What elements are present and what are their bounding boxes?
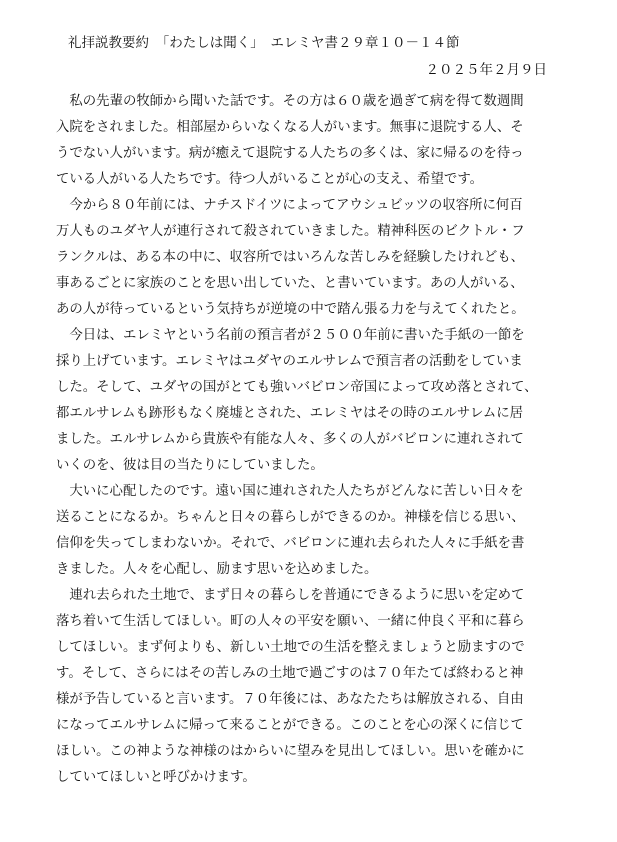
sermon-date: ２０２５年２月９日 xyxy=(425,62,547,78)
body-line: になってエルサレムに帰って来ることができる。このことを心の深くに信じて xyxy=(56,718,524,733)
body-line: 都エルサレムも跡形もなく廃墟とされた、エレミヤはその時のエルサレムに居 xyxy=(56,406,524,421)
sermon-body xyxy=(56,89,556,791)
body-line: 送ることになるか。ちゃんと日々の暮らしができるのか。神様を信じる思い、 xyxy=(56,510,525,525)
body-line: きました。人々を心配し、励ます思いを込めました。 xyxy=(56,562,378,577)
sermon-title: 礼拝説教要約 「わたしは聞く」 エレミヤ書２９章１０－１４節 xyxy=(68,35,460,51)
body-line: 今から８０年前には、ナチスドイツによってアウシュビッツの収容所に何百 xyxy=(56,198,523,213)
body-line: してほしい。まず何よりも、新しい土地での生活を整えましょうと励ますので xyxy=(56,640,525,655)
body-line: 入院をされました。相部屋からいなくなる人がいます。無事に退院する人、そ xyxy=(56,120,524,135)
body-line: ほしい。この神ような神様のはからいに望みを見出してほしい。思いを確かに xyxy=(56,744,525,759)
body-line: 採り上げています。エレミヤはユダヤのエルサレムで預言者の活動をしていま xyxy=(56,354,523,369)
body-line: ている人がいる人たちです。待つ人がいることが心の支え、希望です。 xyxy=(56,172,484,187)
body-line: 様が予告していると言います。７０年後には、あなたたちは解放される、自由 xyxy=(56,692,524,707)
body-line: 事あるごとに家族のことを思い出していた、と書いています。あの人がいる、 xyxy=(56,276,524,291)
body-line: 連れ去られた土地で、まず日々の暮らしを普通にできるように思いを定めて xyxy=(56,588,525,603)
body-line: 今日は、エレミヤという名前の預言者が２５００年前に書いた手紙の一節を xyxy=(56,328,525,343)
body-line: した。そして、ユダヤの国がとても強いバビロン帝国によって攻め落とされて、 xyxy=(56,380,538,395)
body-line: す。そして、さらにはその苦しみの土地で過ごすのは７０年たてば終わると神 xyxy=(56,666,524,681)
body-line: あの人が待っているという気持ちが逆境の中で踏ん張る力を与えてくれたと。 xyxy=(56,302,525,317)
body-line: 信仰を失ってしまわないか。それで、バビロンに連れ去られた人々に手紙を書 xyxy=(56,536,525,551)
body-line: 大いに心配したのです。遠い国に連れされた人たちがどんなに苦しい日々を xyxy=(56,484,524,499)
body-line: していてほしいと呼びかけます。 xyxy=(56,770,256,785)
body-line: 落ち着いて生活してほしい。町の人々の平安を願い、一緒に仲良く平和に暮ら xyxy=(56,614,525,629)
body-line: いくのを、彼は目の当たりにしていました。 xyxy=(56,458,324,473)
body-line: ランクルは、ある本の中に、収容所ではいろんな苦しみを経験したけれども、 xyxy=(56,250,524,265)
body-line: ました。エルサレムから貴族や有能な人々、多くの人がバビロンに連れされて xyxy=(56,432,524,447)
body-line: 万人ものユダヤ人が連行されて殺されていきました。精神科医のビクトル・フ xyxy=(56,224,525,239)
body-line: うでない人がいます。病が癒えて退院する人たちの多くは、家に帰るのを待っ xyxy=(56,146,524,161)
body-line: 私の先輩の牧師から聞いた話です。その方は６０歳を過ぎて病を得て数週間 xyxy=(56,94,524,109)
